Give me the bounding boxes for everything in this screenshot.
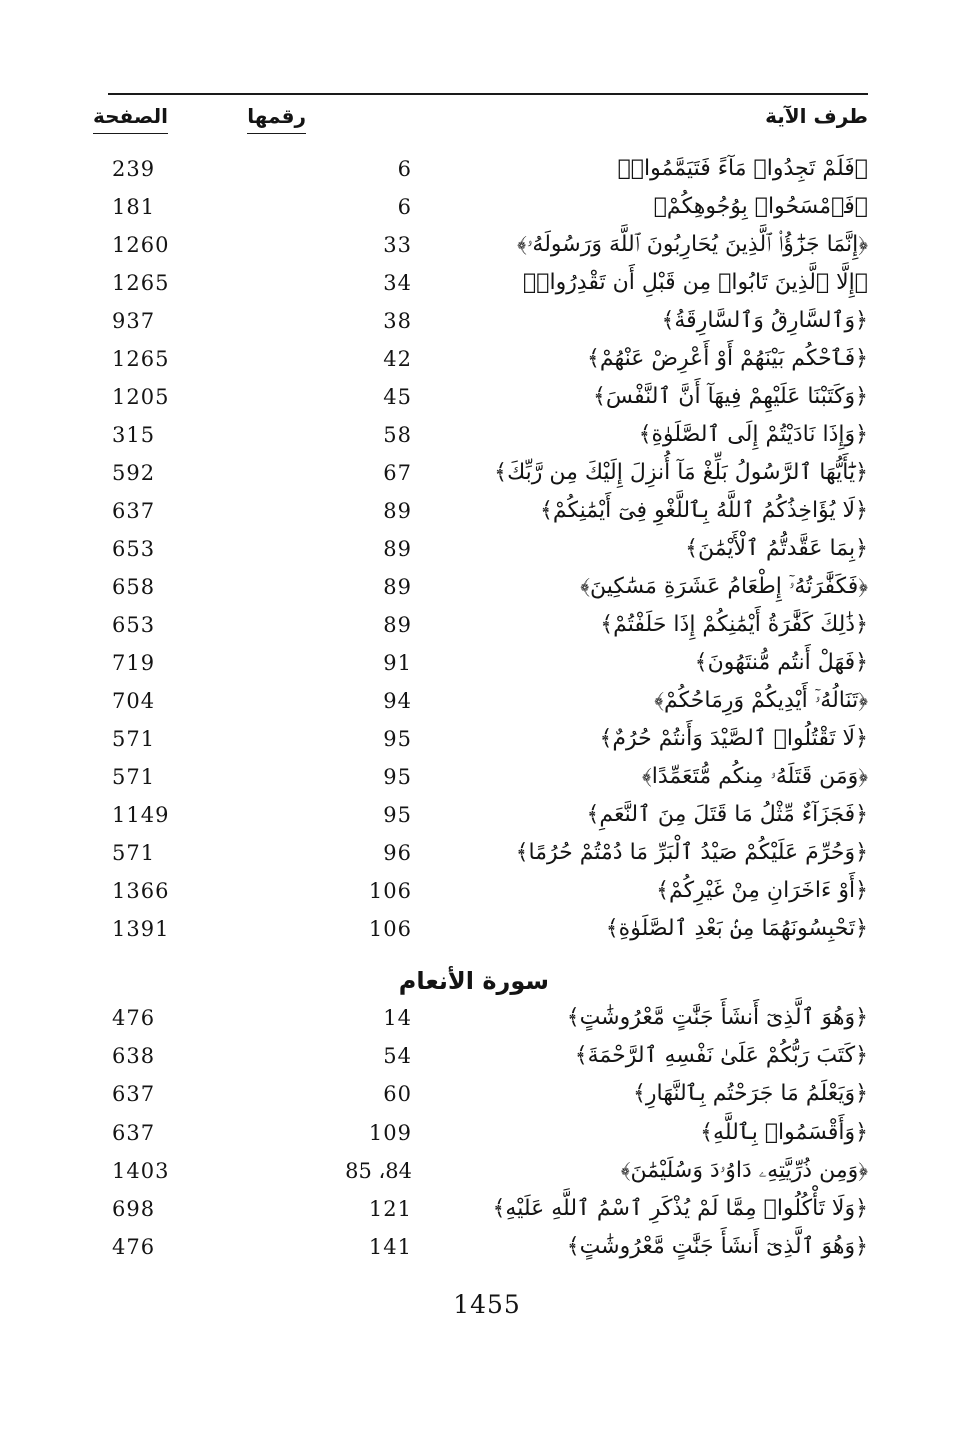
verse-number: 95	[383, 765, 412, 789]
verse-number: 60	[383, 1082, 412, 1107]
page-reference: 937	[112, 309, 156, 333]
page-reference: 653	[112, 537, 156, 561]
verse-text: ﴿تَحْبِسُونَهُمَا مِنۢ بَعْدِ ٱلصَّلَوٰةِ﴾	[605, 916, 868, 941]
table-row	[108, 568, 868, 606]
verse-number: 89	[383, 575, 412, 599]
table-row	[108, 188, 868, 226]
page-reference: 638	[112, 1044, 156, 1069]
table-row	[108, 872, 868, 910]
table-row	[108, 226, 868, 264]
page-reference: 1366	[112, 879, 170, 903]
verse-text: ﴿فَهَلْ أَنتُم مُّنتَهُونَ﴾	[694, 650, 868, 675]
verse-text: ﴿وَيَعْلَمُ مَا جَرَحْتُم بِٱلنَّهَارِ﴾	[633, 1081, 868, 1107]
verse-number: 94	[383, 689, 412, 713]
verse-number: 34	[383, 271, 412, 295]
page-reference: 1391	[112, 917, 170, 941]
page-reference: 1265	[112, 271, 170, 295]
verse-number: 95	[383, 727, 412, 751]
page-reference: 476	[112, 1235, 156, 1260]
section-title: سورة الأنعام	[398, 967, 549, 995]
verse-number: 33	[383, 233, 412, 257]
verse-text: ﴿فَٱحْكُم بَيْنَهُمْ أَوْ أَعْرِضْ عَنْهُمْ﴾	[587, 346, 868, 371]
table-row	[108, 606, 868, 644]
verse-number: 54	[383, 1044, 412, 1069]
page-reference: 704	[112, 689, 156, 713]
table-row	[108, 1228, 868, 1266]
table-row	[108, 720, 868, 758]
verse-text: ﴿وَمَن قَتَلَهُۥ مِنكُم مُّتَعَمِّدًا﴾	[642, 764, 868, 789]
page-reference: 1265	[112, 347, 170, 371]
verse-text: ﴿وَإِذَا نَادَيْتُمْ إِلَى ٱلصَّلَوٰةِ﴾	[638, 422, 868, 447]
verse-text: ﴿إِنَّمَا جَزَٰٓؤُا۟ ٱلَّذِينَ يُحَارِبُونَ ٱللَّهَ وَرَسُولَهُۥ﴾	[517, 232, 868, 257]
table-row	[108, 264, 868, 302]
page-reference: 571	[112, 841, 156, 865]
verse-text: ﴿ذَٰلِكَ كَفَّٰرَةُ أَيْمَٰنِكُمْ إِذَا حَلَفْتُمْ﴾	[600, 612, 868, 637]
page-reference: 476	[112, 1006, 156, 1030]
verse-number: 45	[383, 385, 412, 409]
page-reference: 1205	[112, 385, 170, 409]
page-reference: 637	[112, 1120, 156, 1145]
page-reference: 653	[112, 613, 156, 637]
table-row	[108, 150, 868, 188]
verse-number: 109	[368, 1120, 412, 1145]
verse-number: 96	[383, 841, 412, 865]
table-row	[108, 834, 868, 872]
column-header-number: رقمها	[247, 101, 306, 134]
page-reference: 719	[112, 651, 156, 675]
verse-number: 38	[383, 309, 412, 333]
verse-text: ﴿وَهُوَ ٱلَّذِىٓ أَنشَأَ جَنَّٰتٍ مَّعْرُوشَٰتٍ﴾	[566, 1005, 868, 1030]
verse-text: ﴿إِلَّا ٱلَّذِينَ تَابُوا۟ مِن قَبْلِ أَن تَقْدِرُوا۟﴾	[523, 270, 868, 295]
verse-number: 91	[383, 651, 412, 675]
table-row	[108, 378, 868, 416]
table-row	[108, 302, 868, 340]
verse-number: 58	[383, 423, 412, 447]
page-reference: 239	[112, 157, 156, 181]
page-reference: 571	[112, 727, 156, 751]
verse-text: ﴿كَتَبَ رَبُّكُمْ عَلَىٰ نَفْسِهِ ٱلرَّحْمَةَ﴾	[574, 1043, 868, 1069]
table-row	[108, 1190, 868, 1228]
verse-text: ﴿وَهُوَ ٱلَّذِىٓ أَنشَأَ جَنَّٰتٍ مَّعْرُوشَٰتٍ﴾	[566, 1234, 868, 1260]
page-reference: 1260	[112, 233, 170, 257]
verse-number: 89	[383, 499, 412, 523]
table-row	[108, 454, 868, 492]
verse-text: ﴿أَوْ ءَاخَرَانِ مِنْ غَيْرِكُمْ﴾	[656, 878, 868, 903]
verse-number: 42	[383, 347, 412, 371]
page-reference: 571	[112, 765, 156, 789]
header-rule	[108, 93, 868, 95]
table-row	[108, 1037, 868, 1075]
table-row	[108, 796, 868, 834]
verse-text: ﴿يَٰٓأَيُّهَا ٱلرَّسُولُ بَلِّغْ مَآ أُنزِلَ إِلَيْكَ مِن رَّبِّكَ﴾	[494, 460, 868, 485]
verse-text: ﴿فَكَفَّٰرَتُهُۥٓ إِطْعَامُ عَشَرَةِ مَسَٰكِينَ﴾	[580, 574, 868, 599]
verse-text: ﴿وَمِن ذُرِّيَّتِهِۦ دَاوُۥدَ وَسُلَيْمَٰنَ﴾	[620, 1157, 868, 1183]
verse-text: ﴿فَلَمْ تَجِدُوا۟ مَآءً فَتَيَمَّمُوا۟﴾	[617, 156, 868, 181]
verse-number: 6	[397, 157, 412, 181]
table-row	[108, 530, 868, 568]
column-header-page: الصفحة	[93, 101, 168, 134]
page-reference: 315	[112, 423, 156, 447]
table-row	[108, 682, 868, 720]
table-row	[108, 1075, 868, 1113]
verse-text: ﴿لَا يُؤَاخِذُكُمُ ٱللَّهُ بِٱللَّغْوِ فِىٓ أَيْمَٰنِكُمْ﴾	[539, 498, 868, 523]
table-row	[108, 340, 868, 378]
page-reference: 637	[112, 1082, 156, 1107]
table-row	[108, 644, 868, 682]
verse-text: ﴿فَٱمْسَحُوا۟ بِوُجُوهِكُمْ﴾	[653, 194, 868, 219]
page-reference: 658	[112, 575, 156, 599]
verse-text: ﴿تَنَالُهُۥٓ أَيْدِيكُمْ وَرِمَاحُكُمْ﴾	[654, 688, 868, 713]
verse-number: 6	[397, 195, 412, 219]
column-header-verse: طرف الآية	[765, 104, 868, 128]
verse-number: 89	[383, 537, 412, 561]
verse-number: 14	[383, 1006, 412, 1030]
verse-number: 121	[368, 1197, 412, 1221]
verse-text: ﴿وَٱلسَّارِقُ وَٱلسَّارِقَةُ﴾	[661, 308, 868, 333]
verse-text: ﴿وَأَقْسَمُوا۟ بِٱللَّهِ﴾	[700, 1119, 868, 1145]
verse-number: 106	[368, 879, 412, 903]
verse-text: ﴿بِمَا عَقَّدتُّمُ ٱلْأَيْمَٰنَ﴾	[685, 536, 868, 561]
page-reference: 181	[112, 195, 156, 219]
verse-number: 95	[383, 803, 412, 827]
table-row	[108, 1152, 868, 1190]
verse-number: 84، 85	[345, 1158, 412, 1183]
verse-text: ﴿وَلَا تَأْكُلُوا۟ مِمَّا لَمْ يُذْكَرِ ٱسْمُ ٱللَّهِ عَلَيْهِ﴾	[492, 1196, 868, 1221]
verse-number: 67	[383, 461, 412, 485]
verse-text: ﴿وَحُرِّمَ عَلَيْكُمْ صَيْدُ ٱلْبَرِّ مَا دُمْتُمْ حُرُمًا﴾	[515, 840, 868, 865]
page-reference: 1149	[112, 803, 170, 827]
page-reference: 698	[112, 1197, 156, 1221]
verse-text: ﴿فَجَزَآءٌ مِّثْلُ مَا قَتَلَ مِنَ ٱلنَّعَمِ﴾	[586, 802, 868, 827]
table-row	[108, 758, 868, 796]
table-row	[108, 910, 868, 948]
verse-number: 141	[368, 1235, 412, 1260]
page-reference: 592	[112, 461, 156, 485]
verse-number: 89	[383, 613, 412, 637]
page-reference: 637	[112, 499, 156, 523]
verse-number: 106	[368, 917, 412, 941]
table-row	[108, 999, 868, 1037]
page-reference: 1403	[112, 1158, 170, 1183]
page-number: 1455	[453, 1290, 521, 1319]
table-row	[108, 416, 868, 454]
verse-text: ﴿لَا تَقْتُلُوا۟ ٱلصَّيْدَ وَأَنتُمْ حُرُمٌ﴾	[599, 726, 868, 751]
table-row	[108, 492, 868, 530]
table-row	[108, 1114, 868, 1152]
verse-text: ﴿وَكَتَبْنَا عَلَيْهِمْ فِيهَآ أَنَّ ٱلنَّفْسَ﴾	[593, 384, 868, 409]
